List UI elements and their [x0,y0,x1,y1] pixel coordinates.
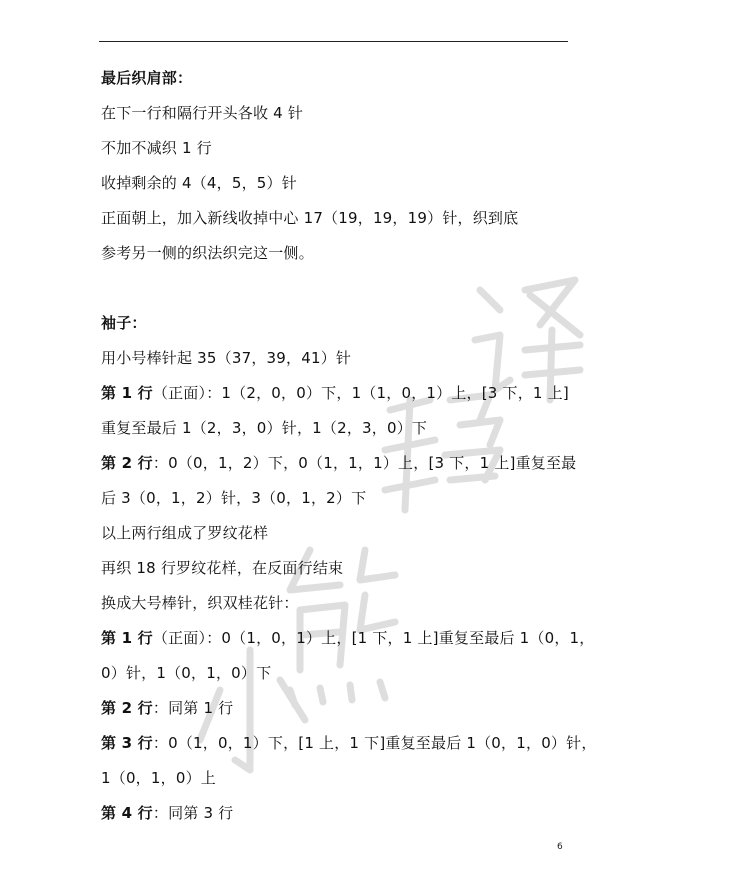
row-instruction [101,733,597,753]
text-line: 在下一行和隔行开头各收 4 针 [101,104,304,122]
row-instruction [101,628,595,648]
text-line: 换成大号棒针，织双桂花针： [101,594,299,612]
text-line: 正面朝上，加入新线收掉中心 17（19，19，19）针，织到底 [101,209,519,227]
text-line: 1（0，1，0）上 [101,769,216,787]
page-number: 6 [557,842,563,852]
text-line: 用小号棒针起 35（37，39，41）针 [101,349,352,367]
row-instruction [101,698,233,718]
text-line: 不加不减织 1 行 [101,139,212,157]
row-text: ：同第 3 行 [152,804,234,822]
text-line: 后 3（0，1，2）针，3（0，1，2）下 [101,489,367,507]
row-instruction [101,803,233,823]
row-label: 第 1 行 [101,629,153,647]
row-text: ：同第 1 行 [152,699,234,717]
top-rule [99,41,568,42]
row-text: （正面）：1（2，0，0）下，1（1，0，1）上，[3 下，1 上] [152,384,569,402]
row-text: （正面）：0（1，0，1）上，[1 下，1 上]重复至最后 1（0，1， [152,629,595,647]
row-instruction [101,383,569,403]
row-label: 第 4 行 [101,804,153,822]
row-text: ：0（0，1，2）下，0（1，1，1）上，[3 下，1 上]重复至最 [152,454,577,472]
text-line: 参考另一侧的织法织完这一侧。 [101,244,314,262]
row-text: ：0（1，0，1）下，[1 上，1 下]重复至最后 1（0，1，0）针， [152,734,597,752]
text-line: 收掉剩余的 4（4，5，5）针 [101,174,297,192]
text-line: 重复至最后 1（2，3，0）针，1（2，3，0）下 [101,419,428,437]
section-heading-shoulder: 最后织肩部： [101,69,193,87]
row-label: 第 2 行 [101,454,153,472]
text-line: 0）针，1（0，1，0）下 [101,664,272,682]
text-line: 以上两行组成了罗纹花样 [101,524,269,542]
text-line: 再织 18 行罗纹花样，在反面行结束 [101,559,344,577]
section-heading-sleeve: 袖子： [101,314,147,332]
row-label: 第 1 行 [101,384,153,402]
row-label: 第 3 行 [101,734,153,752]
row-label: 第 2 行 [101,699,153,717]
row-instruction [101,453,576,473]
